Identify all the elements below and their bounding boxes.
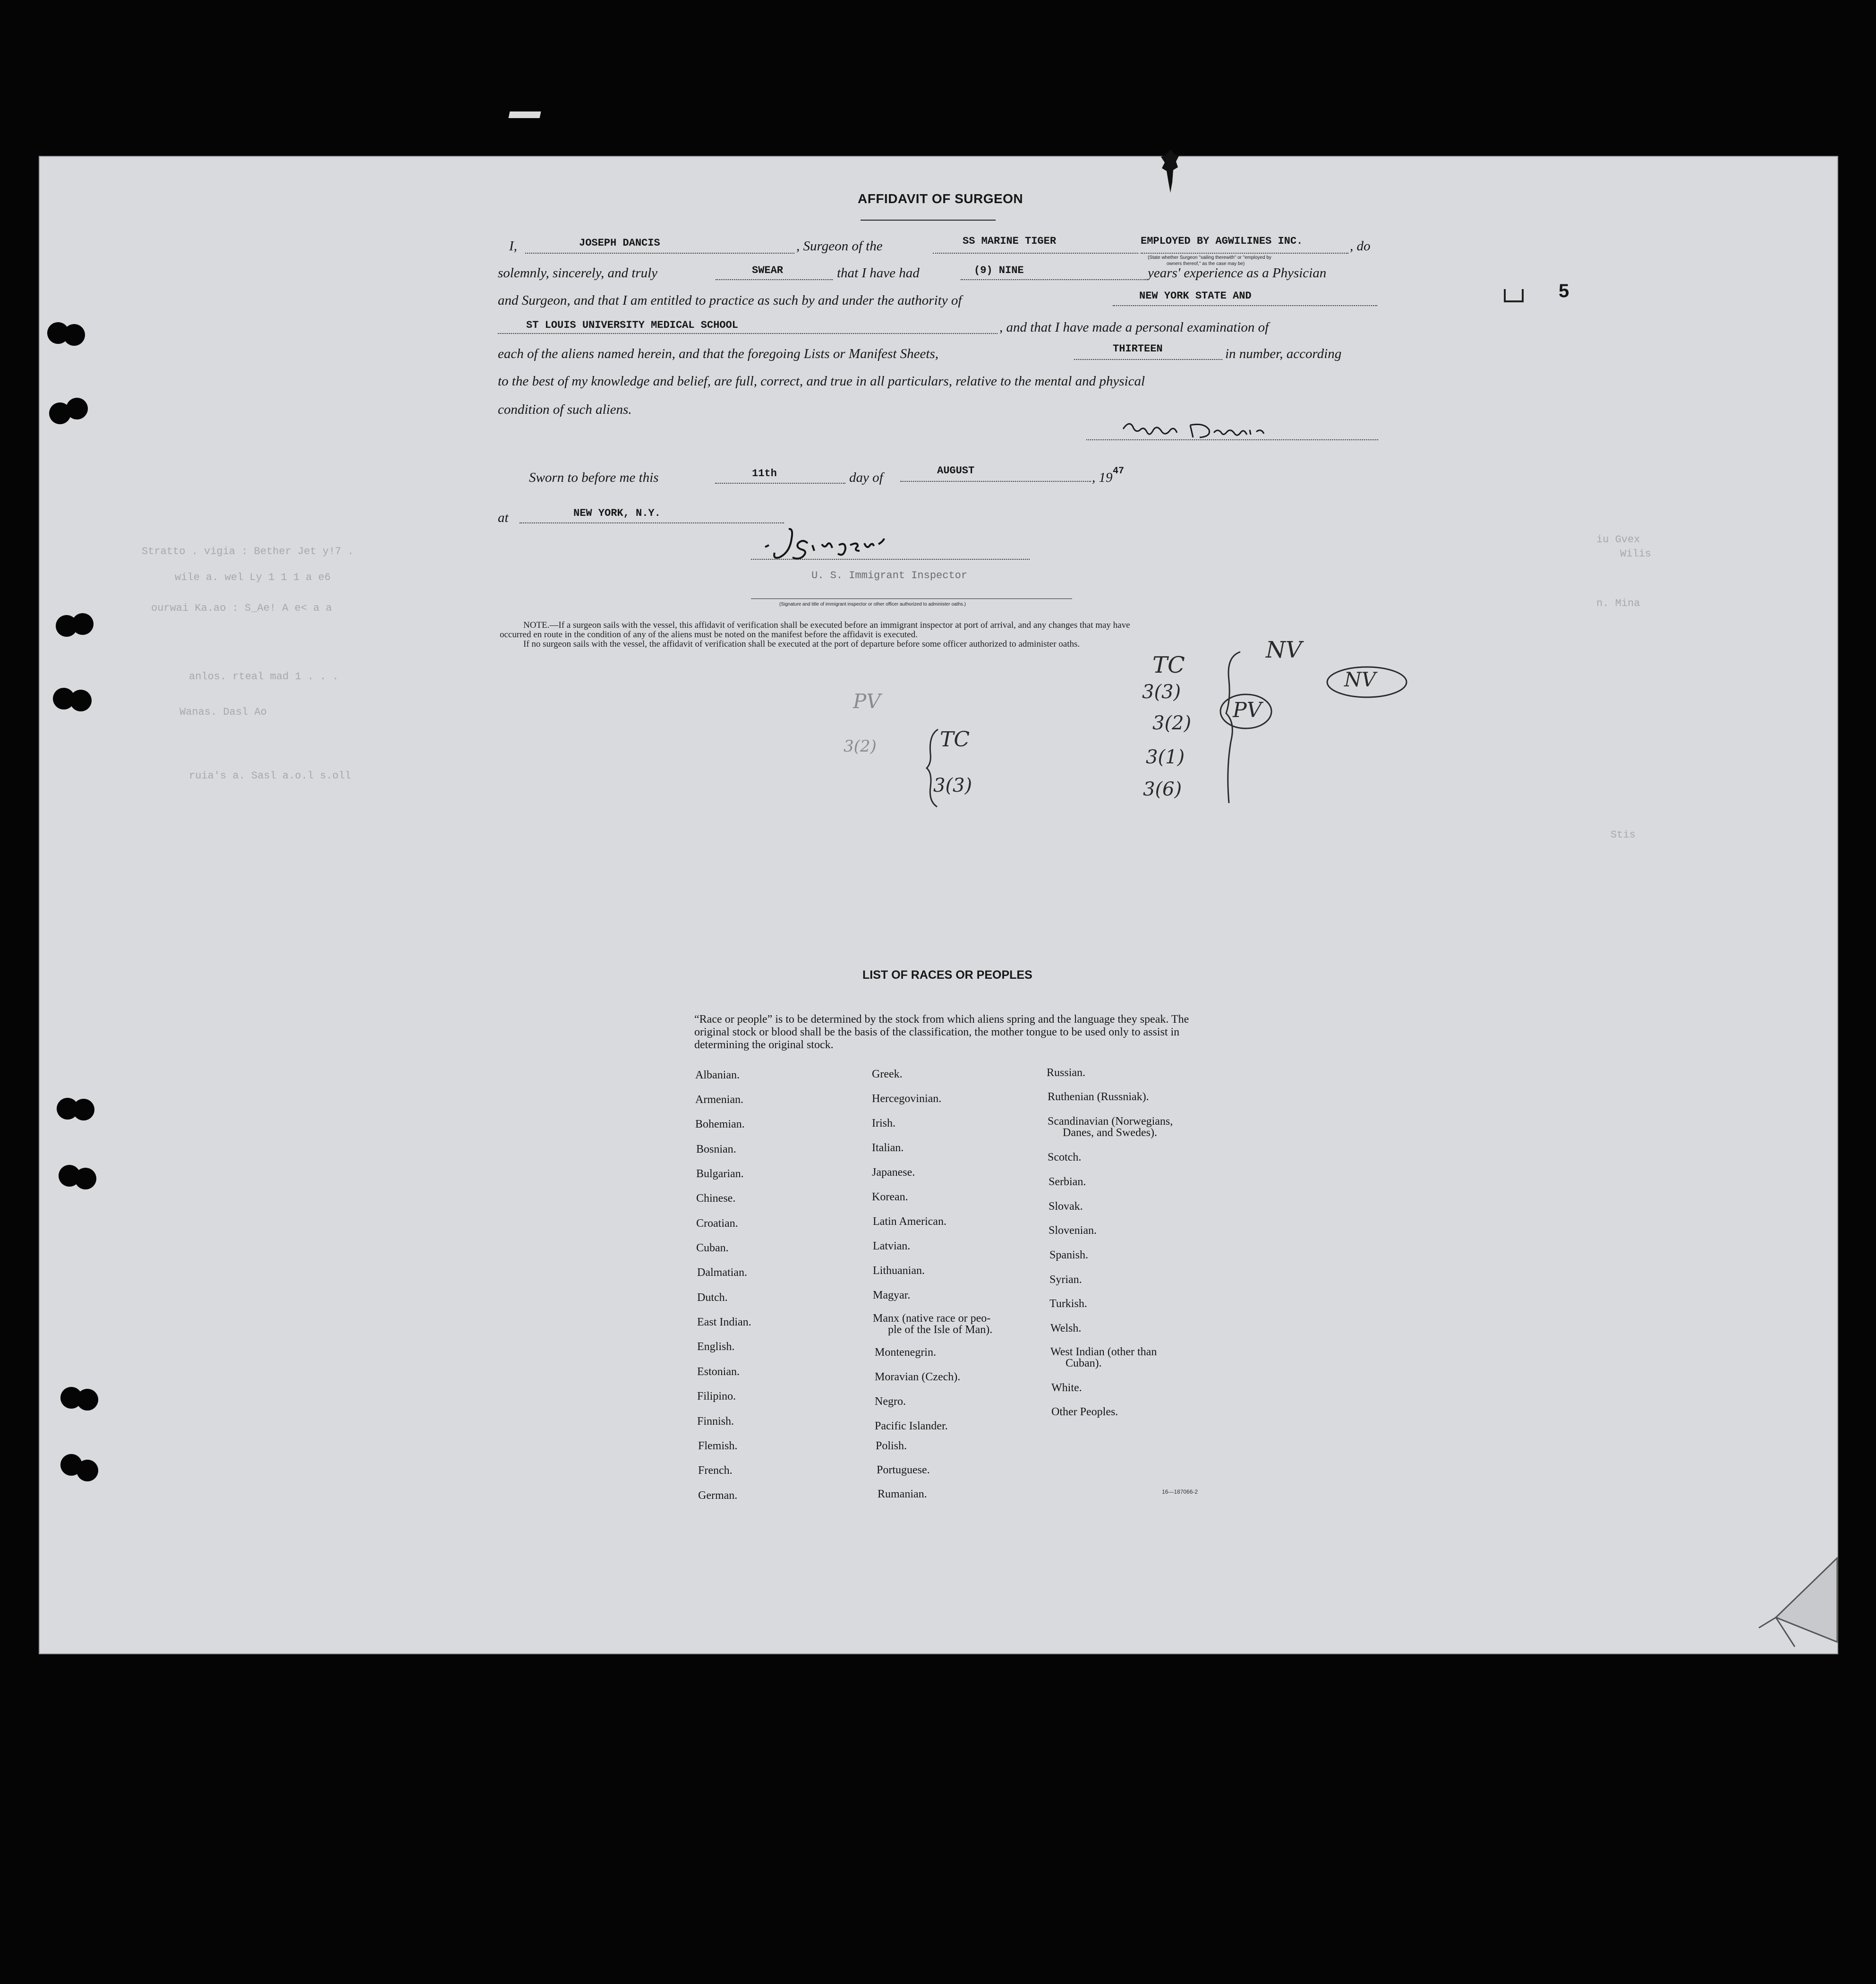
- surgeon-name-value: JOSEPH DANCIS: [579, 237, 660, 249]
- race-item: Slovak.: [1049, 1200, 1083, 1213]
- text-sworn: Sworn to before me this: [529, 470, 659, 485]
- text-year-prefix: , 19: [1092, 470, 1113, 485]
- title-underline: [861, 220, 996, 221]
- inspector-signature-line: [751, 559, 1030, 560]
- binder-hole: [77, 1460, 98, 1481]
- years-line: [961, 279, 1146, 280]
- race-item: Korean.: [872, 1191, 908, 1203]
- race-item: Bosnian.: [696, 1143, 736, 1155]
- race-item: Cuban).: [1066, 1357, 1102, 1369]
- race-item: Danes, and Swedes).: [1063, 1127, 1157, 1139]
- count-line: [1074, 359, 1222, 360]
- race-item: Latvian.: [873, 1240, 911, 1252]
- text-years-experience: years' experience as a Physician: [1148, 265, 1327, 281]
- race-item: Latin American.: [873, 1215, 947, 1228]
- race-item: Syrian.: [1049, 1274, 1082, 1286]
- text-line6: to the best of my knowledge and belief, are full, correct, and true in all particulars, relative to the mental and physical: [498, 374, 1145, 389]
- school-value: ST LOUIS UNIVERSITY MEDICAL SCHOOL: [526, 319, 738, 331]
- form-code: 16—187066-2: [1162, 1488, 1198, 1495]
- employment-note-1: (State whether Surgeon "sailing therewith" or "employed by: [1148, 255, 1271, 260]
- employment-value: EMPLOYED BY AGWILINES INC.: [1141, 235, 1303, 247]
- race-item: Lithuanian.: [873, 1265, 925, 1277]
- oath-value: SWEAR: [752, 265, 784, 276]
- race-item: Manx (native race or peo-: [873, 1312, 991, 1325]
- inspector-title: U. S. Immigrant Inspector: [811, 570, 968, 582]
- race-item: Magyar.: [873, 1289, 911, 1301]
- races-title: LIST OF RACES OR PEOPLES: [862, 968, 1032, 982]
- affidavit-title: AFFIDAVIT OF SURGEON: [858, 191, 1023, 206]
- race-item: Polish.: [876, 1440, 907, 1452]
- race-item: Negro.: [875, 1395, 906, 1408]
- surgeon-name-line: [525, 253, 794, 254]
- note-line-2: occurred en route in the condition of any of the aliens must be noted on the manifest before the affidavit is executed.: [500, 630, 918, 640]
- race-item: Dutch.: [697, 1291, 728, 1304]
- place-value: NEW YORK, N.Y.: [573, 507, 661, 519]
- bleed-through: wile a. wel Ly 1 1 1 a e6: [175, 572, 331, 583]
- race-item: East Indian.: [697, 1316, 751, 1328]
- race-item: Armenian.: [695, 1094, 743, 1106]
- paper-tab-mark: [509, 111, 541, 118]
- race-item: Bohemian.: [695, 1118, 745, 1130]
- vessel-line: [933, 253, 1138, 254]
- month-line: [900, 481, 1091, 482]
- race-item: German.: [698, 1489, 738, 1502]
- text-and-surgeon: and Surgeon, and that I am entitled to practice as such by and under the authority of: [498, 293, 962, 308]
- races-intro: “Race or people” is to be determined by the stock from which aliens spring and the language they speak. The original stock or blood shall be the basis of the classification, the mother tongue to be used only to assist in determining the original stock.: [694, 1013, 1189, 1051]
- race-item: Irish.: [872, 1117, 895, 1129]
- race-item: Scotch.: [1048, 1151, 1082, 1163]
- race-item: Ruthenian (Russniak).: [1048, 1091, 1149, 1103]
- binder-hole: [73, 1099, 94, 1120]
- text-line7: condition of such aliens.: [498, 402, 632, 417]
- race-item: Scandinavian (Norwegians,: [1048, 1115, 1173, 1128]
- corner-bracket-mark: [1504, 289, 1524, 302]
- bleed-through: ruia's a. Sasl a.o.l s.oll: [189, 770, 351, 782]
- bleed-through: ourwai Ka.ao : S_Ae! A e< a a: [151, 602, 332, 614]
- bleed-through: Wanas. Dasl Ao: [179, 706, 267, 718]
- annotation-mark-left: 3(3): [933, 775, 972, 796]
- race-item: English.: [697, 1341, 735, 1353]
- page-number: 5: [1559, 281, 1569, 301]
- bleed-through: Stratto . vigia : Bether Jet y!7 .: [142, 546, 354, 557]
- text-personal-exam: , and that I have made a personal examination of: [999, 320, 1269, 335]
- race-item: Croatian.: [696, 1217, 738, 1230]
- annotation-nv-circled-text: NV: [1344, 668, 1376, 691]
- text-i: I,: [509, 239, 517, 254]
- race-item: Finnish.: [697, 1415, 734, 1428]
- race-item: Moravian (Czech).: [875, 1371, 961, 1383]
- employment-note-2: owners thereof," as the case may be): [1167, 261, 1245, 266]
- race-item: Flemish.: [698, 1440, 738, 1452]
- bleed-through: n. Mina: [1596, 598, 1640, 609]
- binder-hole: [66, 398, 88, 419]
- inspector-caption: (Signature and title of immigrant inspector or other officer authorized to administer oaths.): [779, 602, 966, 607]
- race-item: Welsh.: [1050, 1322, 1082, 1334]
- text-do: , do: [1350, 239, 1371, 254]
- note-line-1: NOTE.—If a surgeon sails with the vessel, this affidavit of verification shall be executed before an immigrant inspector at port of arrival, and any changes that may have: [523, 620, 1130, 630]
- sworn-day-value: 11th: [752, 468, 777, 479]
- race-item: Other Peoples.: [1051, 1406, 1118, 1418]
- sworn-month-value: AUGUST: [937, 465, 975, 477]
- bleed-through: Stis: [1611, 829, 1636, 841]
- race-item: Pacific Islander.: [875, 1420, 948, 1432]
- text-day-of: day of: [849, 470, 883, 485]
- race-item: Cuban.: [696, 1242, 729, 1254]
- years-value: (9) NINE: [974, 265, 1024, 276]
- annotation-mark-3: 3(1): [1146, 746, 1185, 768]
- binder-hole: [75, 1168, 96, 1189]
- annotation-pv-left: PV: [853, 690, 881, 713]
- text-that-i-have-had: that I have had: [837, 265, 920, 281]
- ink-blot: [1160, 149, 1181, 193]
- race-item: Turkish.: [1049, 1298, 1087, 1310]
- annotation-left-count: 3(2): [844, 737, 877, 756]
- race-item: Serbian.: [1049, 1176, 1086, 1188]
- race-item: Rumanian.: [878, 1488, 927, 1500]
- binder-hole: [63, 324, 85, 346]
- day-line: [715, 483, 845, 484]
- sworn-year-value: 47: [1113, 466, 1125, 477]
- school-line: [498, 333, 998, 334]
- text-solemnly: solemnly, sincerely, and truly: [498, 265, 658, 281]
- employment-line: [1141, 253, 1348, 254]
- annotation-mark-4: 3(6): [1143, 778, 1182, 800]
- race-item: Bulgarian.: [696, 1168, 744, 1180]
- binder-hole: [72, 613, 94, 635]
- binder-hole: [70, 690, 92, 711]
- race-item: Russian.: [1047, 1067, 1086, 1079]
- race-item: Spanish.: [1049, 1249, 1089, 1261]
- folded-corner: [1757, 1557, 1842, 1656]
- count-value: THIRTEEN: [1113, 343, 1163, 355]
- annotation-pv: PV: [1233, 698, 1262, 722]
- race-item: Slovenian.: [1049, 1224, 1097, 1237]
- race-item: White.: [1051, 1382, 1082, 1394]
- race-item: Estonian.: [697, 1366, 740, 1378]
- note-line-3: If no surgeon sails with the vessel, the affidavit of verification shall be executed at the port of departure before some officer authorized to administer oaths.: [523, 639, 1080, 649]
- race-item: Italian.: [872, 1142, 904, 1154]
- bleed-through: Wilis: [1620, 548, 1652, 560]
- authority-value: NEW YORK STATE AND: [1139, 290, 1252, 302]
- signature-line: [1086, 439, 1378, 440]
- place-line: [520, 522, 784, 523]
- race-item: Filipino.: [697, 1390, 736, 1402]
- annotation-tc-right: TC: [1152, 652, 1185, 678]
- race-item: Portuguese.: [877, 1464, 930, 1476]
- binder-hole: [77, 1389, 98, 1411]
- annotation-mark-1: 3(3): [1142, 681, 1181, 703]
- annotation-mark-2: 3(2): [1152, 712, 1192, 734]
- race-item: Albanian.: [695, 1069, 740, 1081]
- race-item: Hercegovinian.: [872, 1093, 942, 1105]
- inspector-signature: [746, 524, 935, 567]
- annotation-tc-left: TC: [940, 727, 970, 752]
- text-in-number: in number, according: [1225, 346, 1342, 361]
- race-item: French.: [698, 1464, 733, 1477]
- bleed-through: anlos. rteal mad 1 . . .: [189, 671, 339, 683]
- race-item: West Indian (other than: [1050, 1346, 1157, 1358]
- race-item: Greek.: [872, 1068, 903, 1080]
- bleed-through: iu Gvex: [1596, 534, 1640, 546]
- race-item: Chinese.: [696, 1192, 736, 1205]
- text-each-of: each of the aliens named herein, and that the foregoing Lists or Manifest Sheets,: [498, 346, 938, 361]
- race-item: Montenegrin.: [875, 1346, 936, 1359]
- annotation-nv-top: NV: [1266, 637, 1302, 663]
- text-surgeon-of-the: , Surgeon of the: [796, 239, 883, 254]
- text-at: at: [498, 510, 509, 525]
- race-item: Dalmatian.: [697, 1266, 747, 1279]
- race-item: Japanese.: [872, 1166, 915, 1179]
- authority-line: [1113, 305, 1377, 306]
- oath-line: [716, 279, 833, 280]
- vessel-value: SS MARINE TIGER: [963, 235, 1057, 247]
- race-item: ple of the Isle of Man).: [888, 1324, 993, 1336]
